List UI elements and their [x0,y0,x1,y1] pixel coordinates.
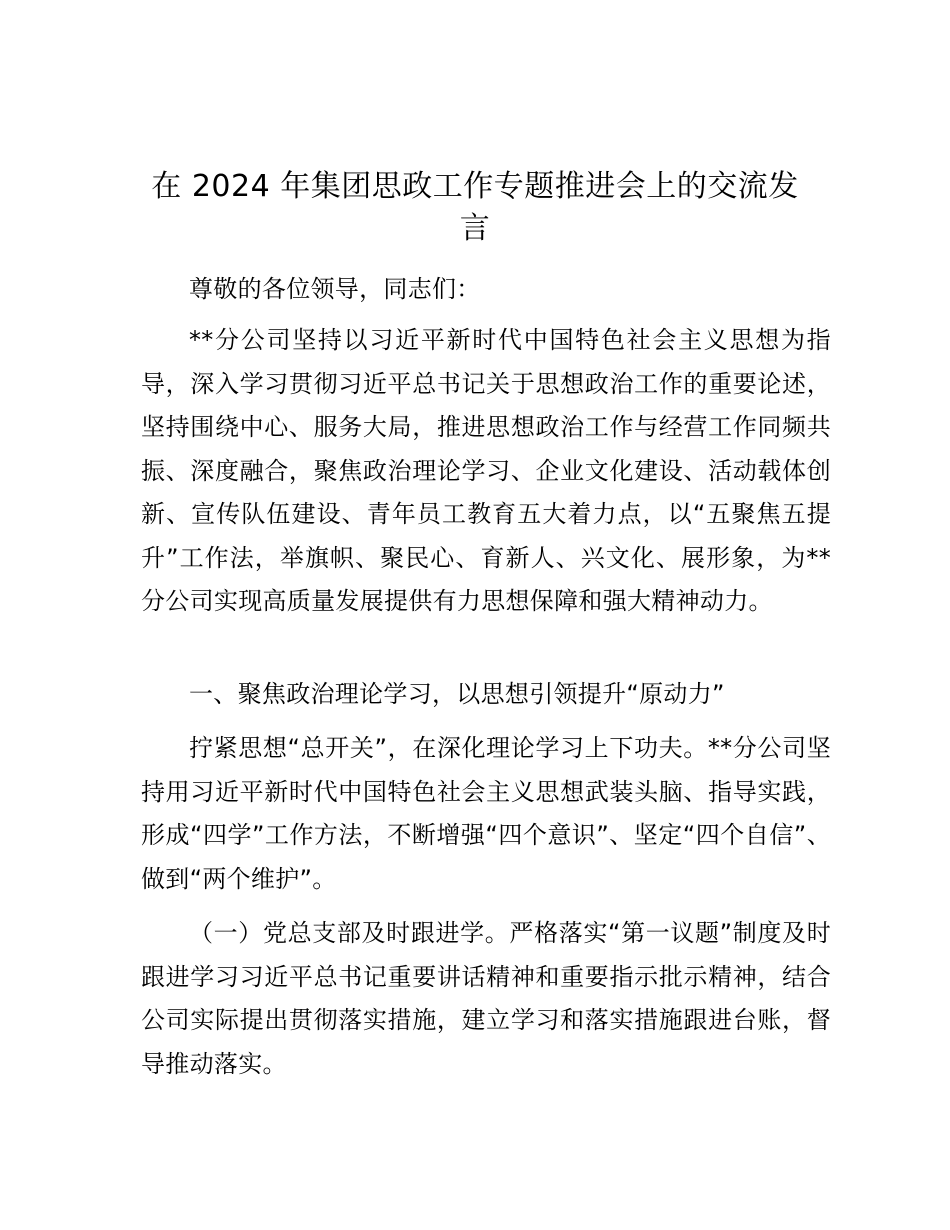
paragraph-intro: **分公司坚持以习近平新时代中国特色社会主义思想为指导，深入学习贯彻习近平总书记关于思想政治工作的重要论述，坚持围绕中心、服务大局，推进思想政治工作与经营工作同频共振、深度融合，聚焦政治理论学习、企业文化建设、活动载体创新、宣传队伍建设、青年员工教育五大着力点，以“五聚焦五提升”工作法，举旗帜、聚民心、育新人、兴文化、展形象，为**分公司实现高质量发展提供有力思想保障和强大精神动力。 [141,326,831,615]
greeting: 尊敬的各位领导，同志们： [189,275,481,303]
document-title: 在 2024 年集团思政工作专题推进会上的交流发言 [151,169,799,246]
section-heading-1: 一、聚焦政治理论学习，以思想引领提升“原动力” [189,680,725,708]
paragraph-subsection-1: （一）党总支部及时跟进学。严格落实“第一议题”制度及时跟进学习习近平总书记重要讲话精神和重要指示批示精神，结合公司实际提出贯彻落实措施，建立学习和落实措施跟进台账，督导推动落实。 [141,919,831,1078]
paragraph-section-1: 拧紧思想“总开关”，在深化理论学习上下功夫。**分公司坚持用习近平新时代中国特色社会主义思想武装头脑、指导实践，形成“四学”工作方法，不断增强“四个意识”、坚定“四个自信”、做到“两个维护”。 [141,734,831,893]
